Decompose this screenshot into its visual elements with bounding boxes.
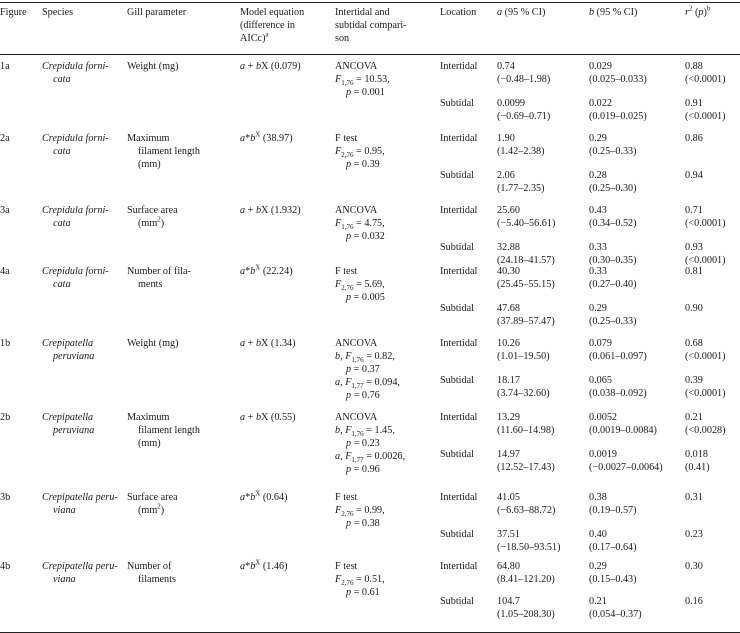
species-name: Crepipatella peruviana (42, 412, 95, 436)
header-b-ci: b (95 % CI) (589, 7, 638, 18)
a-value: 40.30 (25.45–55.15) (497, 266, 555, 290)
b-value: 0.38 (0.19–0.57) (589, 492, 637, 516)
header-species: Species (42, 7, 74, 18)
species-name: Crepidula forni- cata (42, 61, 109, 85)
a-value: 14.97 (12.52–17.43) (497, 449, 555, 473)
header-model-equation: Model equation (difference in AICc)$^a$ (240, 7, 305, 44)
gill-parameter: Number of fila- ments (127, 266, 191, 290)
a-value: 0.74 (−0.48–1.98) (497, 61, 551, 85)
location-intertidal: Intertidal (440, 205, 478, 216)
location-subtidal: Subtidal (440, 449, 474, 460)
r2-value: 0.90 (685, 303, 703, 314)
gill-parameter: Maximum filament length (mm) (127, 412, 200, 449)
b-value: 0.21 (0.054–0.37) (589, 596, 642, 620)
r2-value: 0.30 (685, 561, 703, 572)
model-equation: a + bX (1.932) (240, 205, 301, 216)
b-value: 0.0052 (0.0019–0.0084) (589, 412, 657, 436)
location-subtidal: Subtidal (440, 596, 474, 607)
figure-id: 3b (0, 492, 11, 503)
comparison-test: F test $F_{2,76} = 0.51$, p = 0.61 (335, 561, 385, 598)
location-intertidal: Intertidal (440, 561, 478, 572)
location-intertidal: Intertidal (440, 61, 478, 72)
gill-parameter: Maximum filament length (mm) (127, 133, 200, 170)
model-equation: $a*b^X$ (0.64) (240, 489, 288, 503)
b-value: 0.43 (0.34–0.52) (589, 205, 637, 229)
figure-id: 2b (0, 412, 11, 423)
r2-value: 0.23 (685, 529, 703, 540)
a-value: 0.0099 (−0.69–0.71) (497, 98, 551, 122)
header-comparison: Intertidal and subtidal compari- son (335, 7, 407, 44)
header-figure: Figure (0, 7, 27, 18)
r2-value: 0.018 (0.41) (685, 449, 710, 473)
location-intertidal: Intertidal (440, 492, 478, 503)
b-value: 0.029 (0.025–0.033) (589, 61, 647, 85)
header-location: Location (440, 7, 477, 18)
figure-id: 4a (0, 266, 10, 277)
a-value: 32.88 (24.18–41.57) (497, 242, 555, 266)
b-value: 0.0019 (−0.0027–0.0064) (589, 449, 663, 473)
species-name: Crepidula forni- cata (42, 133, 109, 157)
a-value: 37.51 (−18.50–93.51) (497, 529, 561, 553)
location-subtidal: Subtidal (440, 170, 474, 181)
b-value: 0.29 (0.25–0.33) (589, 303, 637, 327)
location-intertidal: Intertidal (440, 133, 478, 144)
b-value: 0.29 (0.25–0.33) (589, 133, 637, 157)
gill-parameter: Number of filaments (127, 561, 176, 585)
b-value: 0.29 (0.15–0.43) (589, 561, 637, 585)
b-value: 0.33 (0.30–0.35) (589, 242, 637, 266)
gill-parameter: Surface area $(mm^2)$ (127, 492, 178, 516)
comparison-test: F test $F_{2,76} = 0.99$, p = 0.38 (335, 492, 385, 529)
header-r2-p: $r^2$ $(p)^b$ (685, 4, 711, 18)
figure-id: 3a (0, 205, 10, 216)
a-value: 64.80 (8.41–121.20) (497, 561, 555, 585)
model-equation: $a*b^X$ (22.24) (240, 263, 293, 277)
r2-value: 0.86 (685, 133, 703, 144)
model-equation: a + bX (0.079) (240, 61, 301, 72)
location-intertidal: Intertidal (440, 338, 478, 349)
r2-value: 0.91 (<0.0001) (685, 98, 726, 122)
species-name: Crepipatella peru- viana (42, 561, 118, 585)
r2-value: 0.71 (<0.0001) (685, 205, 726, 229)
model-equation: $a*b^X$ (1.46) (240, 558, 288, 572)
r2-value: 0.88 (<0.0001) (685, 61, 726, 85)
a-value: 41.05 (−6.63–88.72) (497, 492, 556, 516)
r2-value: 0.39 (<0.0001) (685, 375, 726, 399)
a-value: 10.26 (1.01–19.50) (497, 338, 550, 362)
figure-id: 2a (0, 133, 10, 144)
a-value: 47.68 (37.89–57.47) (497, 303, 555, 327)
a-value: 25.60 (−5.40–56.61) (497, 205, 556, 229)
species-name: Crepidula forni- cata (42, 205, 109, 229)
comparison-test: ANCOVA b, $F_{1,76} = 1.45$, p = 0.23 a, $F_{1,77} = 0.0026$, p = 0.96 (335, 412, 406, 475)
species-name: Crepidula forni- cata (42, 266, 109, 290)
gill-parameter: Weight (mg) (127, 61, 179, 72)
comparison-test: F test $F_{2,76} = 0.95$, p = 0.39 (335, 133, 385, 170)
r2-value: 0.16 (685, 596, 703, 607)
gill-parameter: Weight (mg) (127, 338, 179, 349)
figure-id: 1b (0, 338, 11, 349)
b-value: 0.079 (0.061–0.097) (589, 338, 647, 362)
location-subtidal: Subtidal (440, 529, 474, 540)
gill-parameter: Surface area $(mm^2)$ (127, 205, 178, 229)
location-subtidal: Subtidal (440, 98, 474, 109)
comparison-test: ANCOVA b, $F_{1,76} = 0.82$, p = 0.37 a, $F_{1,77} = 0.094$, p = 0.76 (335, 338, 400, 401)
figure-id: 4b (0, 561, 11, 572)
b-value: 0.40 (0.17–0.64) (589, 529, 637, 553)
species-name: Crepipatella peruviana (42, 338, 95, 362)
r2-value: 0.94 (685, 170, 703, 181)
a-value: 104.7 (1.05–208.30) (497, 596, 555, 620)
b-value: 0.33 (0.27–0.40) (589, 266, 637, 290)
b-value: 0.28 (0.25–0.30) (589, 170, 637, 194)
figure-id: 1a (0, 61, 10, 72)
r2-value: 0.68 (<0.0001) (685, 338, 726, 362)
location-subtidal: Subtidal (440, 303, 474, 314)
b-value: 0.065 (0.038–0.092) (589, 375, 647, 399)
header-gill-parameter: Gill parameter (127, 7, 187, 18)
comparison-test: ANCOVA $F_{1,76} = 4.75$, p = 0.032 (335, 205, 385, 242)
r2-value: 0.81 (685, 266, 703, 277)
header-a-ci: a (95 % CI) (497, 7, 546, 18)
b-value: 0.022 (0.019–0.025) (589, 98, 647, 122)
species-name: Crepipatella peru- viana (42, 492, 118, 516)
r2-value: 0.93 (<0.0001) (685, 242, 726, 266)
location-subtidal: Subtidal (440, 375, 474, 386)
location-intertidal: Intertidal (440, 412, 478, 423)
model-equation: $a*b^X$ (38.97) (240, 130, 293, 144)
comparison-test: ANCOVA $F_{1,76} = 10.53$, p = 0.001 (335, 61, 390, 98)
top-rule (0, 2, 740, 3)
a-value: 2.06 (1.77–2.35) (497, 170, 545, 194)
a-value: 18.17 (3.74–32.60) (497, 375, 550, 399)
header-rule (0, 54, 740, 55)
location-subtidal: Subtidal (440, 242, 474, 253)
model-equation: a + bX (0.55) (240, 412, 296, 423)
model-equation: a + bX (1.34) (240, 338, 296, 349)
comparison-test: F test $F_{2,76} = 5.69$, p = 0.005 (335, 266, 385, 303)
a-value: 1.90 (1.42–2.38) (497, 133, 545, 157)
location-intertidal: Intertidal (440, 266, 478, 277)
a-value: 13.29 (11.60–14.98) (497, 412, 555, 436)
r2-value: 0.21 (<0.0028) (685, 412, 726, 436)
r2-value: 0.31 (685, 492, 703, 503)
